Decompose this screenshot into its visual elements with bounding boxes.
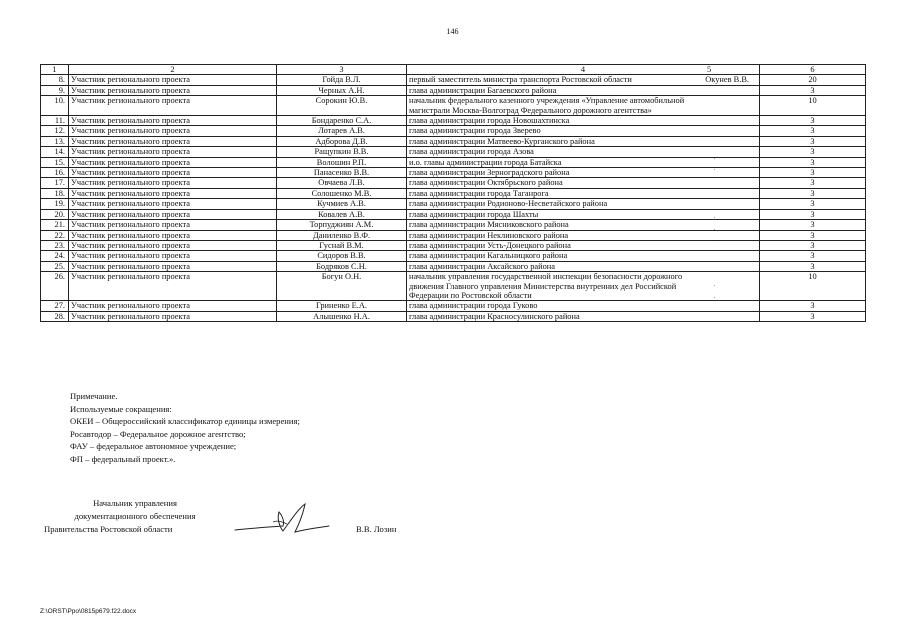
- table-row: [41, 168, 866, 178]
- signer-title: [40, 497, 230, 535]
- row-supervisor: [749, 96, 757, 115]
- row-supervisor: [749, 312, 757, 321]
- row-number: 12.: [41, 126, 69, 136]
- table-row: [41, 209, 866, 219]
- row-fio: Солошенко М.В.: [277, 188, 407, 198]
- row-fio: Волошин Р.П.: [277, 157, 407, 167]
- row-fio: Бодряков С.Н.: [277, 261, 407, 271]
- row-fio: Алышенко Н.А.: [277, 311, 407, 321]
- row-load: 3: [760, 240, 866, 250]
- row-role: Участник регионального проекта: [69, 261, 277, 271]
- row-number: 8.: [41, 75, 69, 85]
- row-supervisor: [749, 189, 757, 198]
- row-fio: Овчаева Л.В.: [277, 178, 407, 188]
- row-supervisor: [749, 231, 757, 240]
- row-supervisor: [749, 147, 757, 156]
- row-number: 25.: [41, 261, 69, 271]
- signer-title-line: документационного обеспечения: [74, 510, 196, 521]
- file-path: Z:\ORST\Ppo\0815p679.f22.docx: [40, 608, 137, 615]
- notes-line: Росавтодор – Федеральное дорожное агентство;: [70, 428, 246, 439]
- row-supervisor: [749, 116, 757, 125]
- table-row: [41, 220, 866, 230]
- row-position: [407, 116, 760, 126]
- row-number: 18.: [41, 188, 69, 198]
- row-number: 17.: [41, 178, 69, 188]
- row-role: Участник регионального проекта: [69, 251, 277, 261]
- row-supervisor: [749, 272, 757, 300]
- row-position-text: глава администрации Матвеево-Курганского района: [409, 136, 595, 146]
- row-number: 20.: [41, 209, 69, 219]
- row-load: 3: [760, 126, 866, 136]
- row-supervisor: Окунев В.В.: [705, 75, 749, 85]
- row-role: Участник регионального проекта: [69, 240, 277, 250]
- row-position: [407, 126, 760, 136]
- row-fio: Даниленко В.Ф.: [277, 230, 407, 240]
- row-role: Участник регионального проекта: [69, 75, 277, 85]
- row-fio: Лотарев А.В.: [277, 126, 407, 136]
- row-fio: Гойда В.Л.: [277, 75, 407, 85]
- row-position: [407, 75, 760, 85]
- row-number: 19.: [41, 199, 69, 209]
- row-role: Участник регионального проекта: [69, 126, 277, 136]
- row-load: 3: [760, 85, 866, 95]
- row-load: 3: [760, 178, 866, 188]
- row-load: 10: [760, 272, 866, 301]
- row-number: 28.: [41, 311, 69, 321]
- table-row: [41, 136, 866, 146]
- table-row: [41, 311, 866, 321]
- row-load: 10: [760, 96, 866, 116]
- header-cell: [407, 65, 760, 75]
- row-number: 27.: [41, 301, 69, 311]
- notes-line: ФП – федеральный проект.».: [70, 453, 176, 464]
- row-role: Участник регионального проекта: [69, 220, 277, 230]
- row-number: 14.: [41, 147, 69, 157]
- row-position-text: глава администрации Усть-Донецкого района: [409, 240, 571, 250]
- row-position: [407, 188, 760, 198]
- row-position: [407, 240, 760, 250]
- row-position-text: глава администрации Родионово-Несветайского района: [409, 199, 608, 209]
- notes-block: [70, 390, 300, 466]
- row-fio: Богун О.Н.: [277, 272, 407, 301]
- handwritten-signature: [233, 500, 333, 540]
- row-position: [407, 311, 760, 321]
- row-role: Участник регионального проекта: [69, 209, 277, 219]
- row-role: Участник регионального проекта: [69, 136, 277, 146]
- page-number: 146: [446, 27, 459, 36]
- row-position-text: глава администрации Октябрьского района: [409, 178, 563, 188]
- row-position: [407, 230, 760, 240]
- table-row: [41, 240, 866, 250]
- row-position: [407, 301, 760, 311]
- row-supervisor: [749, 210, 757, 219]
- row-position-text: глава администрации города Таганрога: [409, 188, 549, 198]
- row-supervisor: [749, 137, 757, 146]
- row-number: 10.: [41, 96, 69, 116]
- table-row: [41, 178, 866, 188]
- row-fio: Ковалев А.В.: [277, 209, 407, 219]
- row-position: [407, 209, 760, 219]
- row-position-text: начальник федерального казенного учреждения «Управление автомобильной магистрали Москва-Волгоград Федерального дорожного агентства»: [409, 96, 685, 115]
- row-number: 24.: [41, 251, 69, 261]
- signer-title-line: Правительства Ростовской области: [44, 523, 173, 534]
- row-supervisor: [749, 251, 757, 260]
- row-role: Участник регионального проекта: [69, 147, 277, 157]
- row-position: [407, 199, 760, 209]
- row-supervisor: [749, 199, 757, 208]
- row-position-text: глава администрации города Шахты: [409, 209, 539, 219]
- row-role: Участник регионального проекта: [69, 157, 277, 167]
- signer-name: В.В. Лозин: [356, 524, 397, 534]
- row-position-text: глава администрации Неклиновского района: [409, 230, 569, 240]
- row-role: Участник регионального проекта: [69, 85, 277, 95]
- row-role: Участник регионального проекта: [69, 96, 277, 116]
- table-row: [41, 251, 866, 261]
- row-number: 23.: [41, 240, 69, 250]
- row-load: 3: [760, 301, 866, 311]
- row-position: [407, 272, 760, 301]
- notes-line: Используемые сокращения:: [70, 403, 172, 414]
- table-row: [41, 147, 866, 157]
- row-number: 16.: [41, 168, 69, 178]
- row-position-text: глава администрации Аксайского района: [409, 261, 555, 271]
- table-row: [41, 157, 866, 167]
- row-fio: Адборова Д.В.: [277, 136, 407, 146]
- row-load: 3: [760, 168, 866, 178]
- row-number: 9.: [41, 85, 69, 95]
- row-position-text: глава администрации Красносулинского района: [409, 311, 580, 321]
- row-fio: Кучмиев А.В.: [277, 199, 407, 209]
- row-fio: Гриненко Е.А.: [277, 301, 407, 311]
- row-position-text: глава администрации города Новошахтинска: [409, 116, 570, 126]
- row-role: Участник регионального проекта: [69, 230, 277, 240]
- row-role: Участник регионального проекта: [69, 272, 277, 301]
- table-header-row: [41, 65, 866, 75]
- row-fio: Ращупкин В.В.: [277, 147, 407, 157]
- row-position: [407, 147, 760, 157]
- row-role: Участник регионального проекта: [69, 188, 277, 198]
- table-row: [41, 85, 866, 95]
- row-supervisor: [749, 126, 757, 135]
- row-number: 13.: [41, 136, 69, 146]
- row-supervisor: [749, 158, 757, 167]
- row-position-text: начальник управления государственной инспекции безопасности дорожного движения Главного управления Министерства внутренних дел Российской Федерации по Ростовской области: [409, 272, 683, 300]
- row-position-text: глава администрации Кагальницкого района: [409, 251, 568, 261]
- table-row: [41, 199, 866, 209]
- row-position-text: глава администрации города Азова: [409, 147, 534, 157]
- row-load: 3: [760, 147, 866, 157]
- header-cell: 6: [760, 65, 866, 75]
- row-position: [407, 96, 760, 116]
- row-number: 11.: [41, 116, 69, 126]
- table-row: [41, 116, 866, 126]
- row-fio: Гуснай В.М.: [277, 240, 407, 250]
- row-load: 3: [760, 188, 866, 198]
- row-role: Участник регионального проекта: [69, 116, 277, 126]
- row-load: 3: [760, 116, 866, 126]
- row-position-text: и.о. главы администрации города Батайска: [409, 157, 562, 167]
- row-supervisor: [749, 86, 757, 95]
- row-load: 3: [760, 220, 866, 230]
- row-load: 3: [760, 136, 866, 146]
- row-position-text: глава администрации Зерноградского района: [409, 168, 570, 178]
- row-load: 3: [760, 157, 866, 167]
- header-cell-4: 4: [580, 65, 586, 74]
- row-fio: Сорокин Ю.В.: [277, 96, 407, 116]
- row-supervisor: [749, 178, 757, 187]
- row-load: 3: [760, 209, 866, 219]
- notes-title: Примечание.: [70, 391, 118, 401]
- notes-line: ФАУ – федеральное автономное учреждение;: [70, 441, 237, 452]
- row-role: Участник регионального проекта: [69, 311, 277, 321]
- row-position: [407, 136, 760, 146]
- row-role: Участник регионального проекта: [69, 168, 277, 178]
- row-number: 15.: [41, 157, 69, 167]
- row-load: 3: [760, 251, 866, 261]
- table-row: [41, 75, 866, 85]
- row-position: [407, 157, 760, 167]
- row-fio: Панасенко В.В.: [277, 168, 407, 178]
- row-supervisor: [749, 262, 757, 271]
- row-fio: Сидоров В.В.: [277, 251, 407, 261]
- row-number: 26.: [41, 272, 69, 301]
- row-role: Участник регионального проекта: [69, 301, 277, 311]
- table-row: [41, 126, 866, 136]
- table-row: [41, 230, 866, 240]
- table-row: [41, 188, 866, 198]
- row-load: 3: [760, 199, 866, 209]
- row-load: 3: [760, 230, 866, 240]
- table-row: [41, 272, 866, 301]
- row-position-text: глава администрации города Гуково: [409, 301, 538, 311]
- row-supervisor: [749, 220, 757, 229]
- row-position-text: первый заместитель министра транспорта Ростовской области: [409, 75, 632, 85]
- header-cell-5: 5: [707, 65, 712, 74]
- header-cell: 2: [69, 65, 277, 75]
- row-position-text: глава администрации города Зверево: [409, 126, 541, 136]
- row-position: [407, 261, 760, 271]
- row-supervisor: [749, 241, 757, 250]
- row-position: [407, 220, 760, 230]
- row-position: [407, 178, 760, 188]
- row-position: [407, 168, 760, 178]
- table-row: [41, 261, 866, 271]
- row-position: [407, 85, 760, 95]
- row-supervisor: [749, 168, 757, 177]
- row-supervisor: [749, 301, 757, 310]
- row-role: Участник регионального проекта: [69, 199, 277, 209]
- row-number: 22.: [41, 230, 69, 240]
- row-load: 20: [760, 75, 866, 85]
- table-row: [41, 96, 866, 116]
- row-position: [407, 251, 760, 261]
- row-fio: Торпуджиян А.М.: [277, 220, 407, 230]
- row-load: 3: [760, 261, 866, 271]
- row-fio: Черных А.Н.: [277, 85, 407, 95]
- table-row: [41, 301, 866, 311]
- row-load: 3: [760, 311, 866, 321]
- participants-table: [40, 64, 866, 322]
- header-cell: 3: [277, 65, 407, 75]
- row-position-text: глава администрации Мясниковского района: [409, 220, 569, 230]
- notes-line: ОКЕИ – Общероссийский классификатор единицы измерения;: [70, 416, 300, 427]
- row-role: Участник регионального проекта: [69, 178, 277, 188]
- signer-title-line: Начальник управления: [93, 498, 177, 508]
- row-fio: Бондаренко С.А.: [277, 116, 407, 126]
- row-position-text: глава администрации Багаевского района: [409, 85, 557, 95]
- row-number: 21.: [41, 220, 69, 230]
- header-cell: 1: [41, 65, 69, 75]
